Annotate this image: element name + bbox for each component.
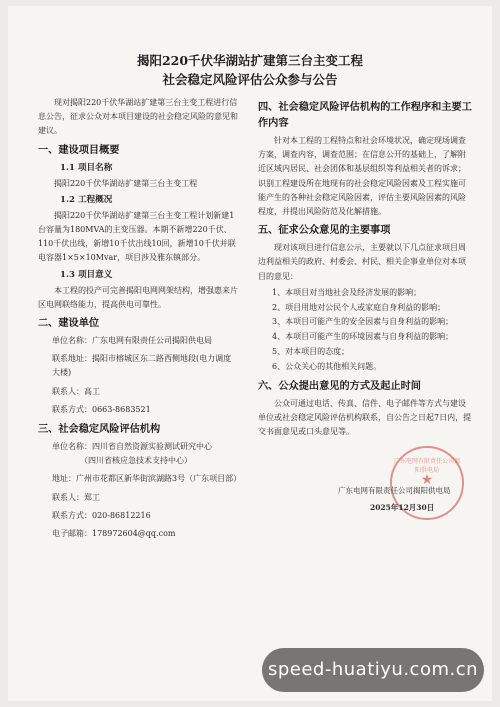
- project-overview-text: 揭阳220千伏华湖站扩建第三台主变工程计划新建1台容量为180MVA的主变压器。本期不新增220千伏、110千伏出线，新增10千伏出线10回，新增10千伏并联电容器1×5×10Mvar，项目涉及雅东镇部分。: [38, 210, 236, 263]
- document-title-line2: 社会稳定风险评估公众参与公告: [162, 72, 338, 87]
- list-item: 2、项目用地对公民个人或家庭自身利益的影响；: [272, 302, 446, 312]
- list-item: 4、本项目可能产生的环境因素与自身利益的影响；: [272, 332, 454, 342]
- section-2-heading: 二、建设单位: [38, 317, 100, 330]
- list-item: 5、对本项目的态度；: [272, 347, 350, 357]
- assessor-email: 电子邮箱：178972604@qq.com: [52, 529, 176, 539]
- project-significance-text: 本工程的投产可完善揭阳电网网架结构，增强惠来片区电网联络能力，提高供电可靠性。: [38, 285, 238, 309]
- assessor-phone: 联系方式：020-86812216: [52, 510, 151, 520]
- section-1-3-heading: 1.3 项目意义: [60, 269, 113, 280]
- assessor-address: 地址：广州市花都区新华街滨湖路3号（广东项目部）: [52, 474, 242, 484]
- builder-unit-name: 单位名称：广东电网有限责任公司揭阳供电局: [52, 336, 212, 346]
- assessor-contact: 联系人：郑工: [52, 492, 100, 502]
- left-column: [38, 96, 242, 545]
- seal-ring-text: 广东电网有限责任公司揭阳供电局: [393, 458, 460, 474]
- section-1-2-heading: 1.2 工程概况: [60, 194, 113, 205]
- section-1-1-heading: 1.1 项目名称: [60, 162, 113, 173]
- project-name-text: 揭阳220千伏华湖站扩建第三台主变工程: [54, 178, 198, 188]
- right-column: [258, 96, 472, 441]
- signature-organization: 广东电网有限责任公司揭阳供电局: [338, 486, 451, 495]
- list-item: 3、本项目可能产生的安全因素与自身利益的影响；: [272, 317, 454, 327]
- builder-phone: 联系方式：0663-8683521: [52, 404, 151, 414]
- builder-contact: 联系人：高工: [52, 386, 100, 396]
- assessor-unit-alias: （四川省核应急技术支持中心）: [80, 456, 192, 466]
- site-watermark: speed-huatiyu.com.cn: [262, 648, 484, 692]
- section-6-heading: 六、公众提出意见的方式及起止时间: [258, 379, 421, 392]
- seal-star-icon: ★: [420, 472, 434, 488]
- document-title-line1: 揭阳220千伏华湖站扩建第三台主变工程: [136, 53, 364, 68]
- list-item: 1、本项目对当地社会及经济发展的影响；: [272, 287, 422, 297]
- signature-date: 2025年12月30日: [370, 503, 435, 512]
- section-3-heading: 三、社会稳定风险评估机构: [38, 423, 161, 436]
- section-5-text: 现对该项目进行信息公示，主要就以下几点征求项目周边利益相关的政府、村委会、村民、相关企事业单位对本项目的意见：: [258, 243, 466, 281]
- section-5-heading: 五、征求公众意见的主要事项: [258, 224, 391, 237]
- section-6-text: 公众可通过电话、传真、信件、电子邮件等方式与建设单位或社会稳定风险评估机构联系，自公告之日起7日内，提交书面意见或口头意见等。: [258, 398, 472, 437]
- section-4-text: 针对本工程的工程特点和社会环境状况，确定现场调查方案，调查内容，调查范围；在信息公开的基础上，了解附近区域内居民、社会团体和基层组织等利益相关者的诉求；识别工程建设所在地现有的社会稳定风险因素及工程实施可能产生的各种社会稳定风险因素，评估主要风险因素的风险程度，并提出风险防范及化解措施。: [258, 136, 466, 217]
- section-1-heading: 一、建设项目概要: [38, 143, 120, 156]
- intro-paragraph: 现对揭阳220千伏华湖站扩建第三台主变工程进行信息公告，征求公众对本项目建设的社会稳定风险的意见和建议。: [38, 98, 238, 136]
- builder-address: 联系地址：揭阳市榕城区东二路西侧地段(电力调度大楼): [52, 354, 232, 378]
- section-4-heading: 四、社会稳定风险评估机构的工作程序和主要工作内容: [258, 101, 472, 129]
- assessor-unit-name: 单位名称：四川省自然资源实验测试研究中心: [52, 442, 212, 452]
- list-item: 6、公众关心的其他相关问题。: [272, 361, 382, 371]
